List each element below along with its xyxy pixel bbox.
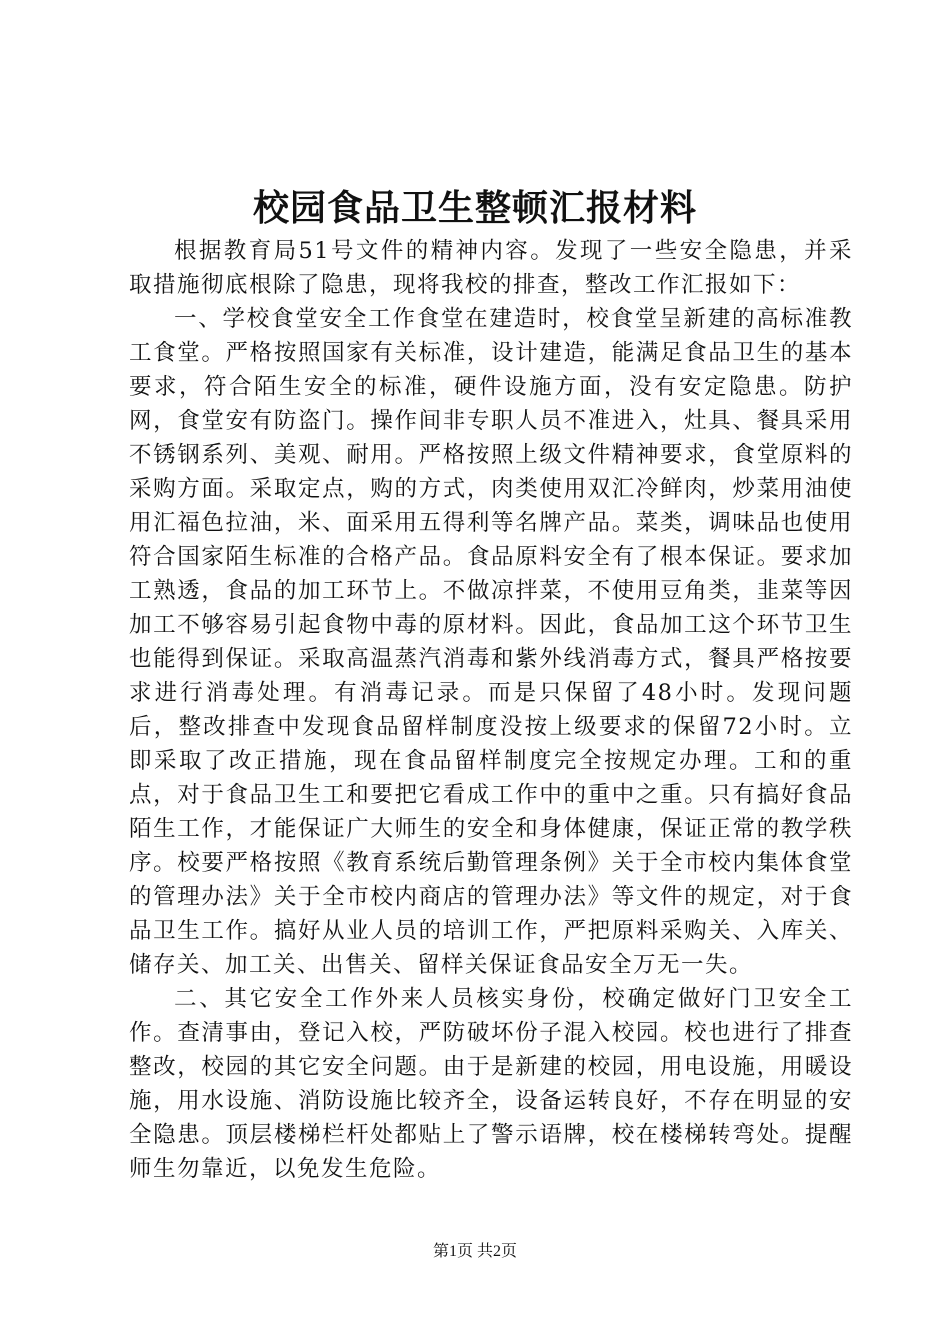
paragraph-canteen-safety: 一、学校食堂安全工作食堂在建造时，校食堂呈新建的高标准教工食堂。严格按照国家有关标准，设计建造，能满足食品卫生的基本要求，符合陌生安全的标准，硬件设施方面，没有安定隐患。防护网，食堂安有防盗门。操作间非专职人员不准进入，灶具、餐具采用不锈钢系列、美观、耐用。严格按照上级文件精神要求，食堂原料的采购方面。采取定点，购的方式，肉类使用双汇冷鲜肉，炒菜用油使用汇福色拉油，米、面采用五得利等名牌产品。菜类，调味品也使用符合国家陌生标准的合格产品。食品原料安全有了根本保证。要求加工熟透，食品的加工环节上。不做凉拌菜，不使用豆角类，韭菜等因加工不够容易引起食物中毒的原材料。因此，食品加工这个环节卫生也能得到保证。采取高温蒸汽消毒和紫外线消毒方式，餐具严格按要求进行消毒处理。有消毒记录。而是只保留了48小时。发现问题后，整改排查中发现食品留样制度没按上级要求的保留72小时。立即采取了改正措施，现在食品留样制度完全按规定办理。工和的重点，对于食品卫生工和要把它看成工作中的重中之重。只有搞好食品陌生工作，才能保证广大师生的安全和身体健康，保证正常的教学秩序。校要严格按照《教育系统后勤管理条例》关于全市校内集体食堂的管理办法》关于全市校内商店的管理办法》等文件的规定，对于食品卫生工作。搞好从业人员的培训工作，严把原料采购关、入库关、储存关、加工关、出售关、留样关保证食品安全万无一失。 — [129, 306, 853, 978]
paragraph-intro: 根据教育局51号文件的精神内容。发现了一些安全隐患，并采取措施彻底根除了隐患，现将我校的排查，整改工作汇报如下： — [129, 238, 853, 298]
page-number-footer: 第1页 共2页 — [432, 1243, 517, 1260]
paragraph-other-safety: 二、其它安全工作外来人员核实身份，校确定做好门卫安全工作。查清事由，登记入校，严防破坏份子混入校园。校也进行了排查整改，校园的其它安全问题。由于是新建的校园，用电设施，用暖设施，用水设施、消防设施比较齐全，设备运转良好，不存在明显的安全隐患。顶层楼梯栏杆处都贴上了警示语牌，校在楼梯转弯处。提醒师生勿靠近，以免发生危险。 — [129, 986, 853, 1182]
document-title: 校园食品卫生整顿汇报材料 — [252, 187, 697, 229]
document-body — [129, 234, 853, 1186]
